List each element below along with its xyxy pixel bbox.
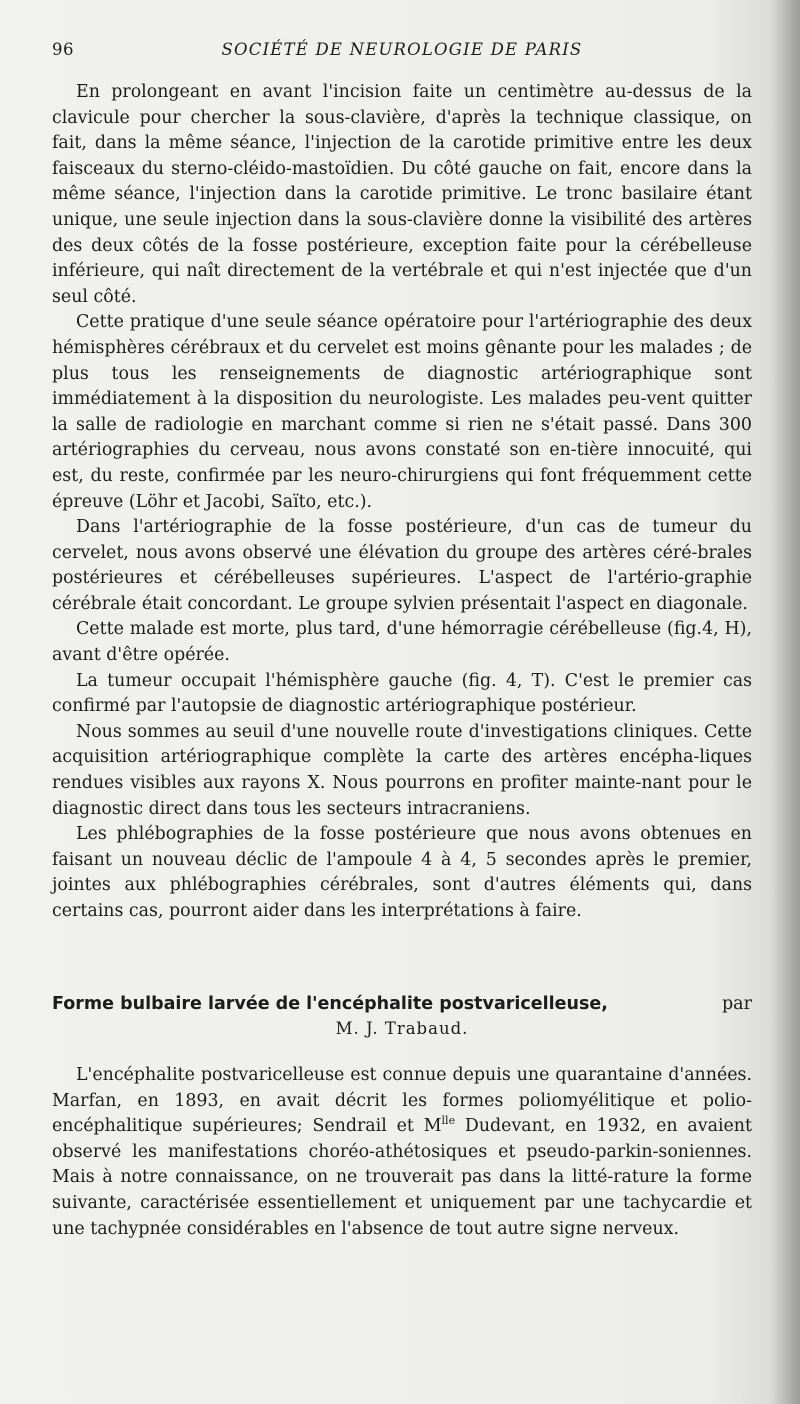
paragraph: Cette pratique d'une seule séance opératoire pour l'artériographie des deux hémisphères cérébraux et du cervelet est moins gênante pour les malades ; de plus tous les renseignements de diagnostic artériographique sont immédiatement à la disposition du neurologiste. Les malades peu-vent quitter la salle de radiologie en marchant comme si rien ne s'était passé. Dans 300 artériographies du cerveau, nous avons constaté son en-tière innocuité, qui est, du reste, confirmée par les neuro-chirurgiens qui font fréquemment cette épreuve (Löhr et Jacobi, Saïto, etc.). (52, 312, 752, 512)
paragraph: Les phlébographies de la fosse postérieure que nous avons obtenues en faisant un nouveau déclic de l'ampoule 4 à 4, 5 secondes après le premier, jointes aux phlébographies cérébrales, sont d'autres éléments qui, dans certains cas, pourront aider dans les interprétations à faire. (52, 824, 752, 921)
paragraph: Dans l'artériographie de la fosse postérieure, d'un cas de tumeur du cervelet, nous avons observé une élévation du groupe des artères céré-brales postérieures et cérébelleuses supérieures. L'aspect de l'artério-graphie cérébrale était concordant. Le groupe sylvien présentait l'aspect en diagonale. (52, 517, 752, 614)
superscript: lle (441, 1114, 456, 1128)
article-title (52, 992, 752, 1016)
paragraph (52, 1063, 752, 1242)
article-section (52, 992, 752, 1242)
journal-title: SOCIÉTÉ DE NEUROLOGIE DE PARIS (221, 40, 583, 59)
page-edge-shadow (772, 0, 800, 1404)
article-title-text: Forme bulbaire larvée de l'encéphalite postvaricelleuse, (52, 994, 608, 1014)
paragraph: Cette malade est morte, plus tard, d'une hémorragie cérébelleuse (fig.4, H), avant d'être opérée. (52, 619, 752, 666)
paragraph: Nous sommes au seuil d'une nouvelle route d'investigations cliniques. Cette acquisition artériographique complète la carte des artères encépha-liques rendues visibles aux rayons X. Nous pourrons en profiter mainte-nant pour le diagnostic direct dans tous les secteurs intracraniens. (52, 721, 752, 819)
article-author: M. J. Trabaud. (335, 1019, 469, 1038)
article-title-par: par (721, 994, 752, 1014)
running-head (52, 40, 752, 64)
paragraph: En prolongeant en avant l'incision faite un centimètre au-dessus de la clavicule pour chercher la sous-clavière, d'après la technique classique, on fait, dans la même séance, l'injection de la carotide primitive entre les deux faisceaux du sterno-cléido-mastoïdien. Du côté gauche on fait, encore dans la même séance, l'injection dans la carotide primitive. Le tronc basilaire étant unique, une seule injection dans la sous-clavière donne la visibilité des artères des deux côtés de la fosse postérieure, exception faite pour la cérébelleuse inférieure, qui naît directement de la vertébrale et qui n'est injectée que d'un seul côté. (52, 82, 752, 307)
page-number: 96 (52, 40, 74, 59)
body-text (52, 80, 752, 925)
article-body-start: L'encéphalite postvaricelleuse est connue depuis une quarantaine d'années. Marfan, en 1893, en avait décrit les formes poliomyélitique et polio-encéphalitique supérieures; Sendrail et M (52, 1065, 752, 1137)
article-body-end: Dudevant, en 1932, en avaient observé les manifestations choréo-athétosiques et pseudo-parkin-soniennes. Mais à notre connaissance, on ne trouverait pas dans la litté-rature la forme suivante, caractérisée essentiellement et uniquement par une tachycardie et une tachypnée considérables en l'absence de tout autre signe nerveux. (52, 1116, 753, 1239)
article-body (52, 1063, 752, 1242)
paragraph: La tumeur occupait l'hémisphère gauche (fig. 4, T). C'est le premier cas confirmé par l'autopsie de diagnostic artériographique postérieur. (52, 670, 752, 717)
